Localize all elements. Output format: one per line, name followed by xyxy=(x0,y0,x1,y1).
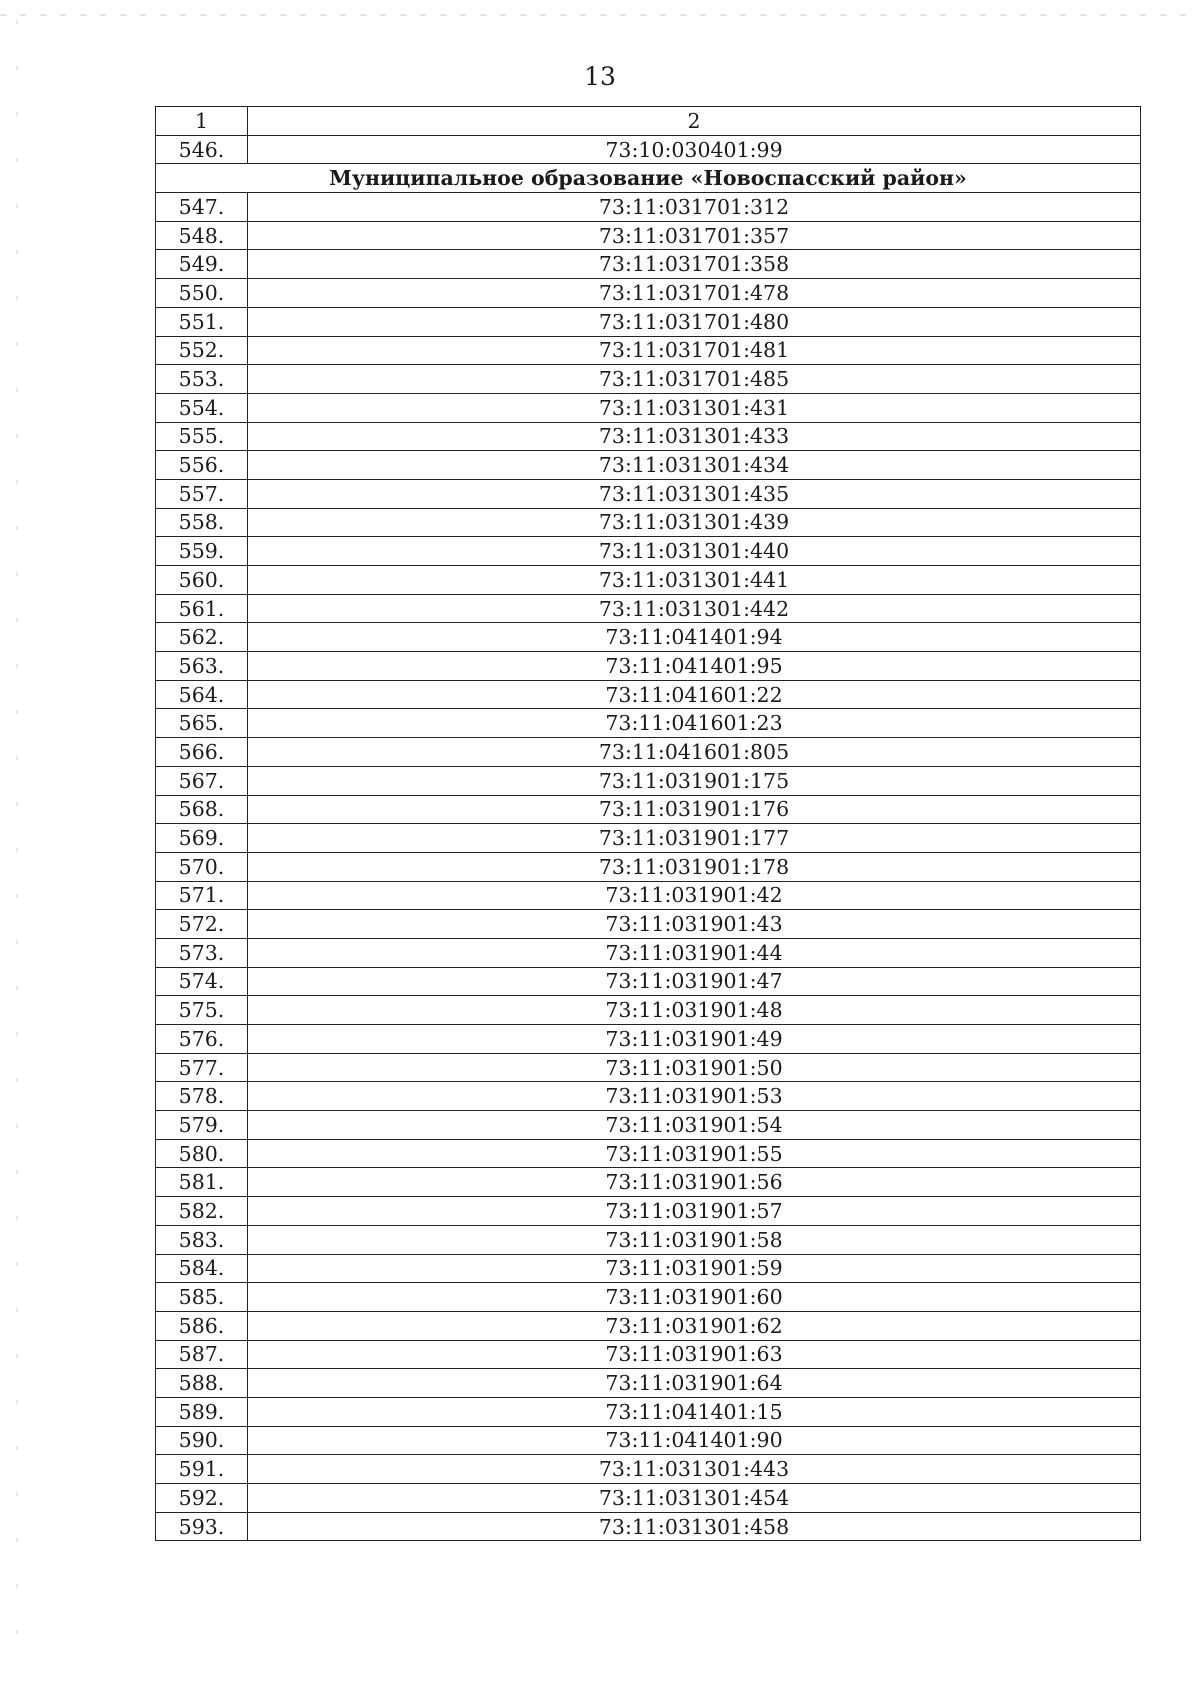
table-row xyxy=(156,1082,1141,1111)
row-number: 556. xyxy=(156,451,248,480)
row-number: 587. xyxy=(156,1340,248,1369)
cadastral-number: 73:11:031701:312 xyxy=(248,193,1141,222)
row-number: 589. xyxy=(156,1397,248,1426)
cadastral-number: 73:11:031301:454 xyxy=(248,1484,1141,1513)
cadastral-number: 73:11:041601:22 xyxy=(248,680,1141,709)
cadastral-number: 73:11:031701:481 xyxy=(248,336,1141,365)
cadastral-number: 73:11:031301:439 xyxy=(248,508,1141,537)
cadastral-number: 73:11:031301:431 xyxy=(248,393,1141,422)
row-number: 555. xyxy=(156,422,248,451)
cadastral-number: 73:11:031301:440 xyxy=(248,537,1141,566)
cadastral-number: 73:11:031301:433 xyxy=(248,422,1141,451)
cadastral-number: 73:11:031901:53 xyxy=(248,1082,1141,1111)
cadastral-number: 73:11:031901:48 xyxy=(248,996,1141,1025)
table-row xyxy=(156,1111,1141,1140)
cadastral-number: 73:11:031901:177 xyxy=(248,824,1141,853)
row-number: 549. xyxy=(156,250,248,279)
cadastral-number: 73:11:041401:95 xyxy=(248,652,1141,681)
row-number: 560. xyxy=(156,566,248,595)
table-row xyxy=(156,1455,1141,1484)
table-row xyxy=(156,1254,1141,1283)
table-row xyxy=(156,1283,1141,1312)
cadastral-number: 73:11:041401:15 xyxy=(248,1397,1141,1426)
cadastral-number: 73:11:031901:63 xyxy=(248,1340,1141,1369)
cadastral-number: 73:11:031901:47 xyxy=(248,967,1141,996)
cadastral-number: 73:11:031901:50 xyxy=(248,1053,1141,1082)
table-row xyxy=(156,451,1141,480)
cadastral-number: 73:11:031301:435 xyxy=(248,479,1141,508)
cadastral-number: 73:11:041601:23 xyxy=(248,709,1141,738)
row-number: 567. xyxy=(156,766,248,795)
row-number: 576. xyxy=(156,1025,248,1054)
table-row xyxy=(156,221,1141,250)
row-number: 562. xyxy=(156,623,248,652)
header-col-1: 1 xyxy=(156,107,248,136)
row-number: 591. xyxy=(156,1455,248,1484)
table-row xyxy=(156,1426,1141,1455)
cadastral-number: 73:11:031901:49 xyxy=(248,1025,1141,1054)
cadastral-number: 73:11:031301:443 xyxy=(248,1455,1141,1484)
table-row xyxy=(156,910,1141,939)
row-number: 546. xyxy=(156,135,248,164)
row-number: 568. xyxy=(156,795,248,824)
row-number: 557. xyxy=(156,479,248,508)
table-row xyxy=(156,365,1141,394)
section-header-row xyxy=(156,164,1141,193)
cadastral-number: 73:11:031701:480 xyxy=(248,307,1141,336)
row-number: 578. xyxy=(156,1082,248,1111)
table-row xyxy=(156,967,1141,996)
table-row xyxy=(156,1484,1141,1513)
row-number: 559. xyxy=(156,537,248,566)
cadastral-number: 73:11:031901:59 xyxy=(248,1254,1141,1283)
row-number: 570. xyxy=(156,852,248,881)
cadastral-number: 73:11:031701:358 xyxy=(248,250,1141,279)
row-number: 547. xyxy=(156,193,248,222)
table-row xyxy=(156,279,1141,308)
cadastral-number: 73:11:031701:478 xyxy=(248,279,1141,308)
table-row xyxy=(156,537,1141,566)
table-row xyxy=(156,738,1141,767)
cadastral-number: 73:11:031901:57 xyxy=(248,1197,1141,1226)
cadastral-number-table xyxy=(155,106,1141,1541)
row-number: 563. xyxy=(156,652,248,681)
row-number: 577. xyxy=(156,1053,248,1082)
row-number: 552. xyxy=(156,336,248,365)
row-number: 548. xyxy=(156,221,248,250)
table-row xyxy=(156,1197,1141,1226)
cadastral-number: 73:11:031701:485 xyxy=(248,365,1141,394)
scan-edge-top xyxy=(0,14,1200,16)
row-number: 571. xyxy=(156,881,248,910)
table-row xyxy=(156,1340,1141,1369)
row-number: 558. xyxy=(156,508,248,537)
cadastral-number: 73:10:030401:99 xyxy=(248,135,1141,164)
row-number: 569. xyxy=(156,824,248,853)
table-row xyxy=(156,824,1141,853)
cadastral-number: 73:11:031901:54 xyxy=(248,1111,1141,1140)
cadastral-number: 73:11:031901:178 xyxy=(248,852,1141,881)
row-number: 572. xyxy=(156,910,248,939)
table-row xyxy=(156,193,1141,222)
row-number: 580. xyxy=(156,1139,248,1168)
table-row xyxy=(156,1025,1141,1054)
row-number: 581. xyxy=(156,1168,248,1197)
cadastral-number: 73:11:031901:55 xyxy=(248,1139,1141,1168)
table-row xyxy=(156,508,1141,537)
row-number: 582. xyxy=(156,1197,248,1226)
cadastral-number: 73:11:041401:90 xyxy=(248,1426,1141,1455)
cadastral-number: 73:11:031901:58 xyxy=(248,1225,1141,1254)
cadastral-number: 73:11:031901:43 xyxy=(248,910,1141,939)
row-number: 575. xyxy=(156,996,248,1025)
row-number: 554. xyxy=(156,393,248,422)
row-number: 579. xyxy=(156,1111,248,1140)
table-row xyxy=(156,852,1141,881)
table-row xyxy=(156,336,1141,365)
table-row xyxy=(156,1397,1141,1426)
row-number: 561. xyxy=(156,594,248,623)
row-number: 586. xyxy=(156,1311,248,1340)
cadastral-number: 73:11:031701:357 xyxy=(248,221,1141,250)
table-row xyxy=(156,1512,1141,1541)
row-number: 593. xyxy=(156,1512,248,1541)
cadastral-number: 73:11:031901:62 xyxy=(248,1311,1141,1340)
page-number: 13 xyxy=(584,62,616,91)
row-number: 584. xyxy=(156,1254,248,1283)
table-row xyxy=(156,1168,1141,1197)
table-row xyxy=(156,881,1141,910)
row-number: 585. xyxy=(156,1283,248,1312)
row-number: 553. xyxy=(156,365,248,394)
row-number: 550. xyxy=(156,279,248,308)
cadastral-number: 73:11:031301:458 xyxy=(248,1512,1141,1541)
row-number: 583. xyxy=(156,1225,248,1254)
table-row xyxy=(156,996,1141,1025)
table-row xyxy=(156,1053,1141,1082)
table-row xyxy=(156,566,1141,595)
table-row xyxy=(156,1311,1141,1340)
table-row xyxy=(156,393,1141,422)
table-row xyxy=(156,623,1141,652)
table-row xyxy=(156,594,1141,623)
table-row xyxy=(156,1225,1141,1254)
cadastral-number: 73:11:041401:94 xyxy=(248,623,1141,652)
cadastral-number: 73:11:031301:434 xyxy=(248,451,1141,480)
table-header-row xyxy=(156,107,1141,136)
cadastral-number: 73:11:031901:175 xyxy=(248,766,1141,795)
table-row xyxy=(156,135,1141,164)
cadastral-number: 73:11:031301:442 xyxy=(248,594,1141,623)
table-body xyxy=(156,107,1141,1541)
row-number: 573. xyxy=(156,938,248,967)
table-row xyxy=(156,1369,1141,1398)
table-row xyxy=(156,479,1141,508)
row-number: 592. xyxy=(156,1484,248,1513)
header-col-2: 2 xyxy=(248,107,1141,136)
row-number: 551. xyxy=(156,307,248,336)
row-number: 566. xyxy=(156,738,248,767)
table-row xyxy=(156,307,1141,336)
cadastral-number: 73:11:031901:176 xyxy=(248,795,1141,824)
table-row xyxy=(156,766,1141,795)
cadastral-number: 73:11:041601:805 xyxy=(248,738,1141,767)
cadastral-number: 73:11:031901:56 xyxy=(248,1168,1141,1197)
table-row xyxy=(156,938,1141,967)
row-number: 564. xyxy=(156,680,248,709)
table-row xyxy=(156,709,1141,738)
table-row xyxy=(156,652,1141,681)
section-title: Муниципальное образование «Новоспасский район» xyxy=(156,164,1141,193)
row-number: 574. xyxy=(156,967,248,996)
table-row xyxy=(156,1139,1141,1168)
table-row xyxy=(156,422,1141,451)
table-row xyxy=(156,795,1141,824)
cadastral-number: 73:11:031901:44 xyxy=(248,938,1141,967)
table-row xyxy=(156,250,1141,279)
row-number: 588. xyxy=(156,1369,248,1398)
scan-edge-left xyxy=(16,20,18,1660)
cadastral-number: 73:11:031301:441 xyxy=(248,566,1141,595)
row-number: 565. xyxy=(156,709,248,738)
cadastral-number: 73:11:031901:42 xyxy=(248,881,1141,910)
row-number: 590. xyxy=(156,1426,248,1455)
table-row xyxy=(156,680,1141,709)
cadastral-number: 73:11:031901:60 xyxy=(248,1283,1141,1312)
cadastral-number: 73:11:031901:64 xyxy=(248,1369,1141,1398)
